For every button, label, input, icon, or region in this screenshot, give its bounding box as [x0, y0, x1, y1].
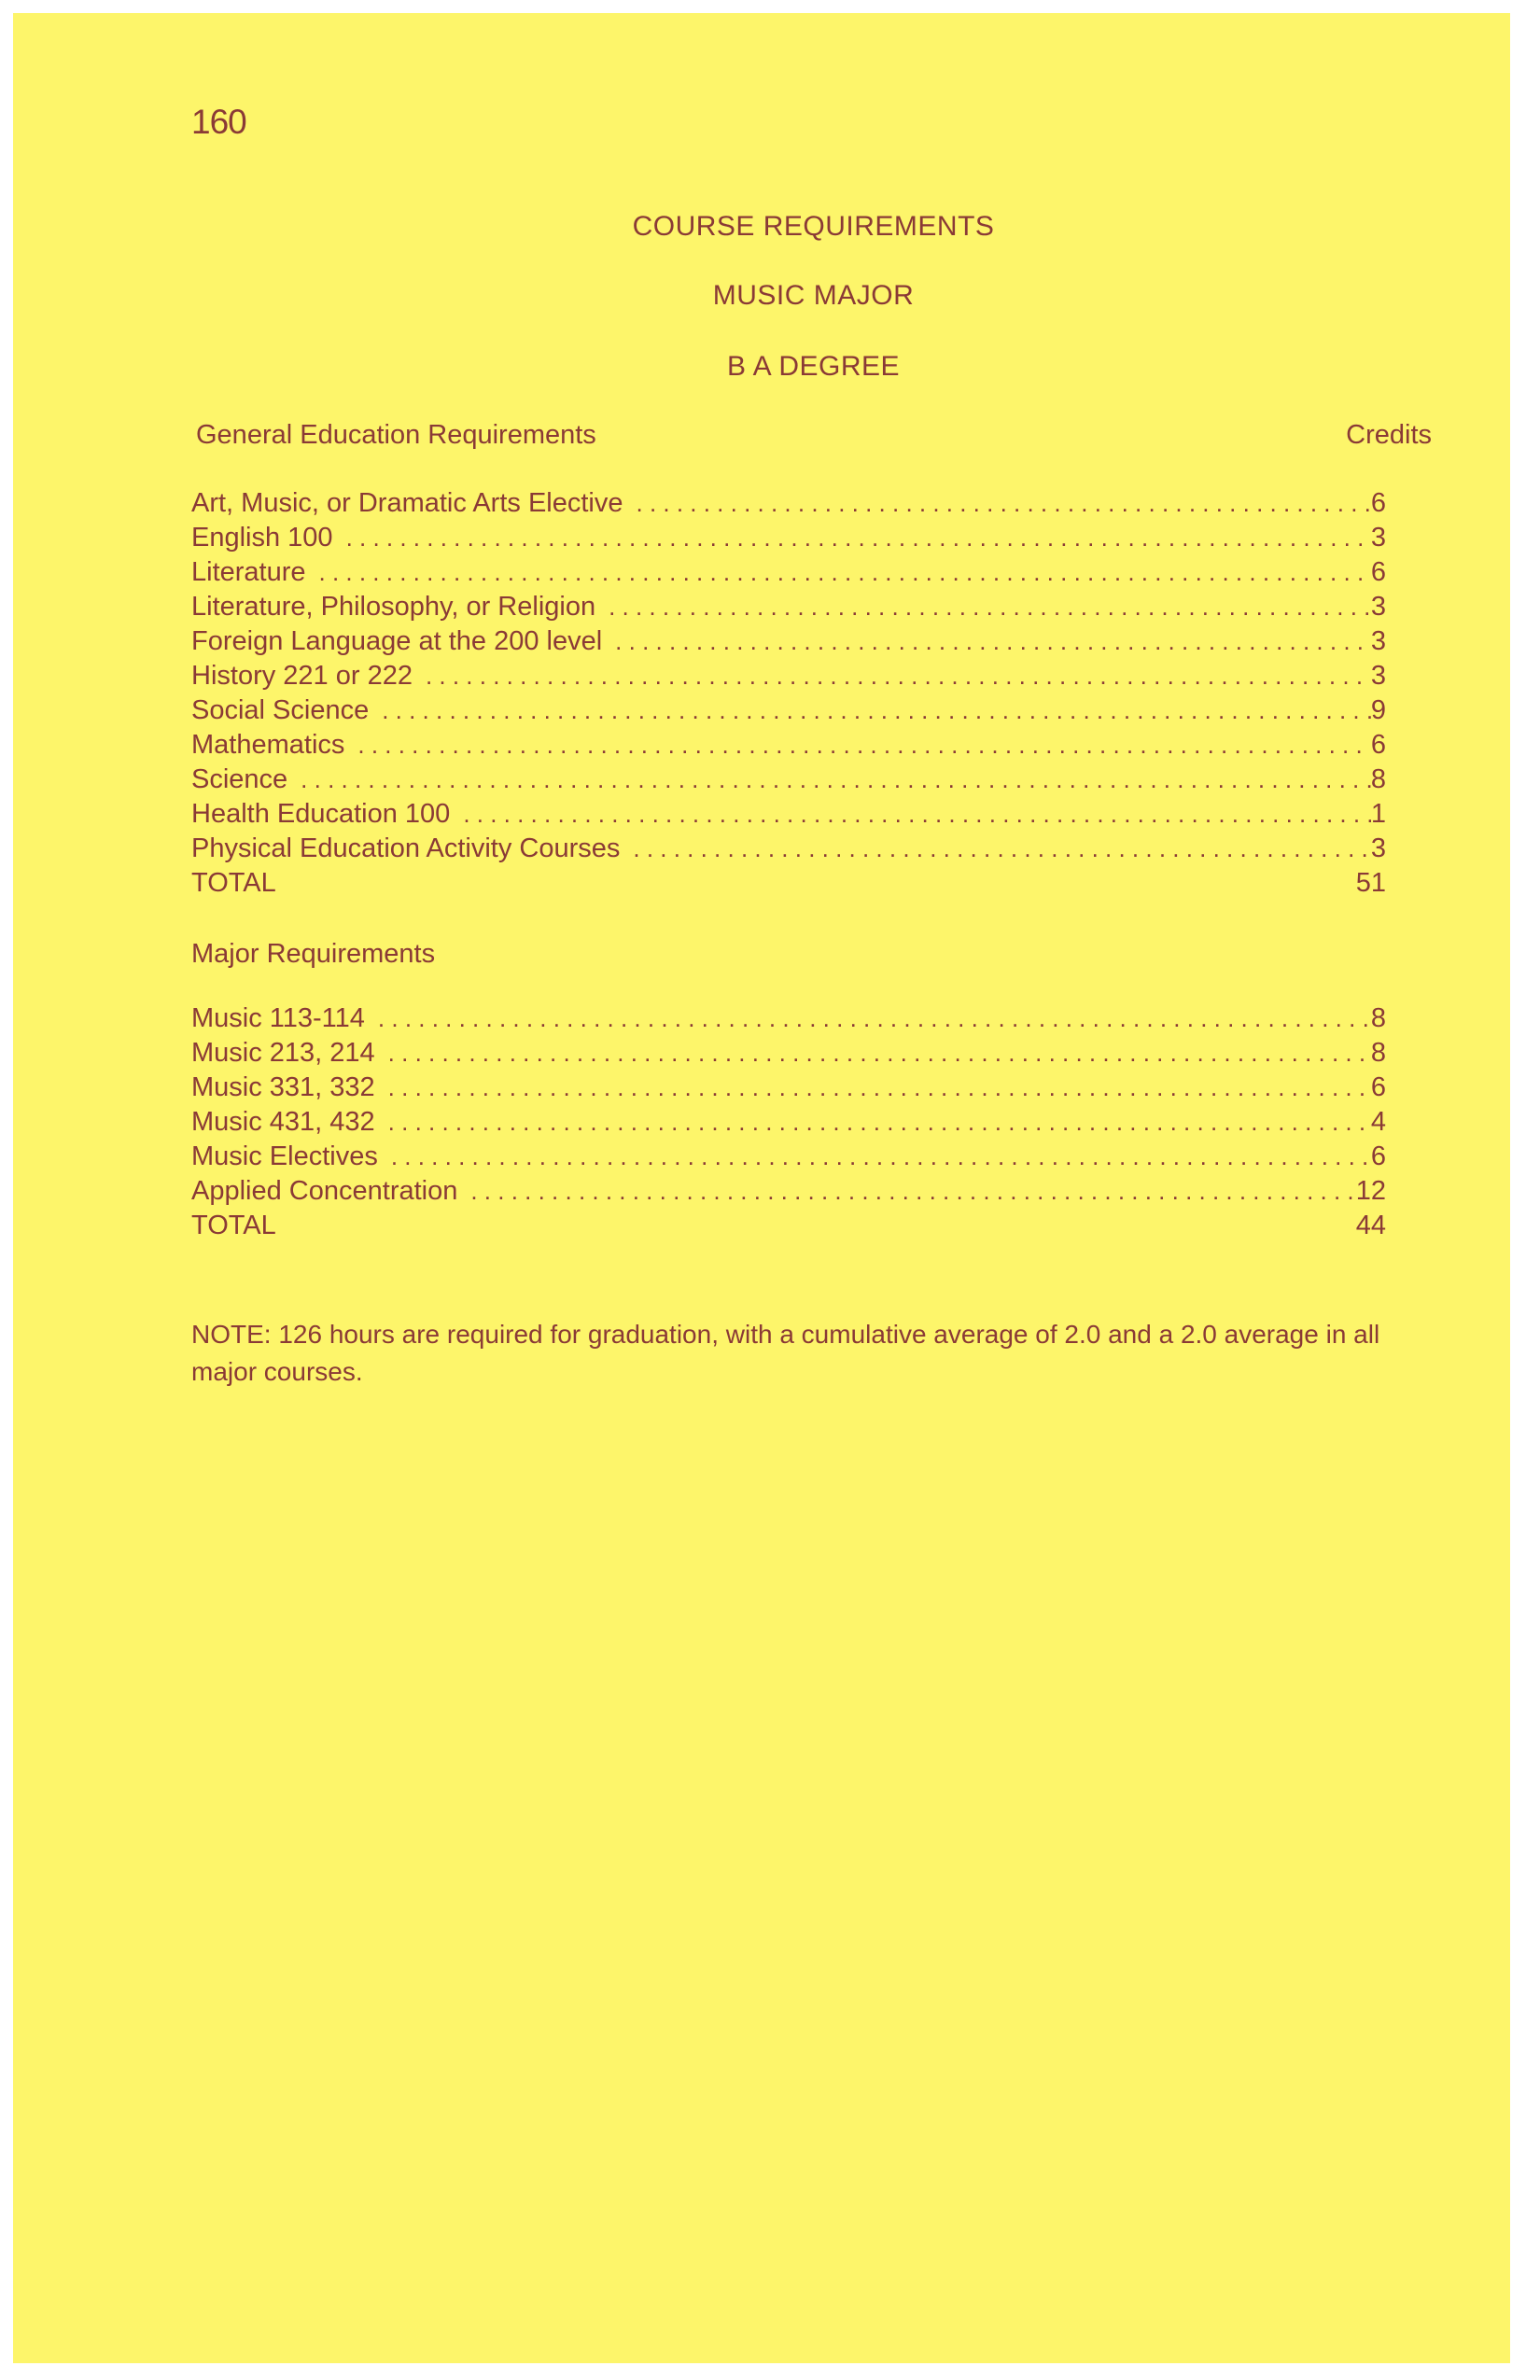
catalog-page	[13, 13, 1510, 2363]
requirement-label: Physical Education Activity Courses	[191, 833, 621, 863]
requirement-row	[191, 730, 1386, 764]
requirement-label: English 100	[191, 523, 333, 553]
total-label: TOTAL	[191, 1211, 276, 1240]
dot-leader	[382, 696, 1371, 725]
credits-heading: Credits	[1346, 420, 1432, 450]
requirement-row	[191, 833, 1386, 868]
dot-leader	[388, 1073, 1371, 1102]
general-total-row	[191, 868, 1386, 903]
requirement-row	[191, 626, 1386, 661]
requirement-label: Foreign Language at the 200 level	[191, 626, 603, 656]
major-total-row	[191, 1211, 1386, 1245]
major-title: MUSIC MAJOR	[712, 280, 915, 311]
dot-leader	[426, 662, 1371, 691]
dot-leader	[301, 765, 1371, 794]
requirement-label: Literature	[191, 557, 306, 587]
dot-leader	[319, 558, 1371, 587]
major-requirements-heading: Major Requirements	[191, 939, 436, 969]
requirement-label: Music 213, 214	[191, 1038, 375, 1068]
requirement-credits: 3	[1370, 833, 1386, 863]
requirement-label: Literature, Philosophy, or Religion	[191, 592, 596, 622]
requirement-label: History 221 or 222	[191, 661, 413, 691]
requirement-label: Music 113-114	[191, 1003, 365, 1033]
dot-leader	[633, 834, 1370, 863]
requirement-row	[191, 695, 1386, 730]
requirement-row	[191, 592, 1386, 626]
requirement-credits: 3	[1370, 661, 1386, 691]
requirement-row	[191, 1141, 1386, 1176]
requirement-credits: 6	[1370, 730, 1386, 760]
dot-leader	[463, 800, 1371, 829]
page-title: COURSE REQUIREMENTS	[632, 211, 995, 242]
requirement-row	[191, 661, 1386, 695]
requirement-credits: 8	[1370, 764, 1386, 794]
requirement-credits: 4	[1370, 1107, 1386, 1137]
dot-leader	[357, 731, 1370, 760]
dot-leader	[609, 593, 1371, 622]
requirement-label: Art, Music, or Dramatic Arts Elective	[191, 488, 623, 518]
requirement-credits: 3	[1370, 626, 1386, 656]
degree-title: B A DEGREE	[726, 351, 901, 382]
requirement-label: Music 431, 432	[191, 1107, 375, 1137]
requirement-credits: 3	[1370, 592, 1386, 622]
graduation-note: NOTE: 126 hours are required for graduation, with a cumulative average of 2.0 and a 2.0 average in all major courses.	[191, 1320, 1380, 1386]
requirement-row	[191, 1038, 1386, 1072]
page-number: 160	[191, 103, 246, 141]
requirement-row	[191, 1003, 1386, 1038]
requirement-label: Social Science	[191, 695, 370, 725]
requirement-row	[191, 1107, 1386, 1141]
requirement-credits: 12	[1355, 1176, 1386, 1206]
requirement-row	[191, 557, 1386, 592]
dot-leader	[637, 489, 1371, 518]
requirement-credits: 6	[1370, 488, 1386, 518]
requirement-credits: 6	[1370, 1141, 1386, 1171]
general-education-heading: General Education Requirements	[196, 420, 596, 450]
requirement-row	[191, 523, 1386, 557]
requirement-row	[191, 1072, 1386, 1107]
total-value: 51	[1355, 868, 1386, 898]
total-label: TOTAL	[191, 868, 276, 898]
requirement-row	[191, 488, 1386, 523]
requirement-row	[191, 1176, 1386, 1211]
dot-leader	[391, 1142, 1371, 1171]
dot-leader	[470, 1177, 1355, 1206]
requirement-label: Science	[191, 764, 288, 794]
requirement-credits: 9	[1370, 695, 1386, 725]
requirement-label: Applied Concentration	[191, 1176, 458, 1206]
dot-leader	[378, 1004, 1371, 1033]
requirement-label: Health Education 100	[191, 799, 451, 829]
dot-leader	[346, 524, 1371, 553]
requirement-label: Music 331, 332	[191, 1072, 375, 1102]
requirement-credits: 8	[1370, 1038, 1386, 1068]
requirement-credits: 8	[1370, 1003, 1386, 1033]
dot-leader	[615, 627, 1371, 656]
requirement-credits: 6	[1370, 557, 1386, 587]
requirement-credits: 1	[1370, 799, 1386, 829]
dot-leader	[388, 1108, 1371, 1137]
requirement-row	[191, 799, 1386, 833]
dot-leader	[388, 1039, 1371, 1068]
requirement-credits: 3	[1370, 523, 1386, 553]
requirement-label: Mathematics	[191, 730, 345, 760]
total-value: 44	[1355, 1211, 1386, 1240]
major-requirements-list	[191, 1003, 1386, 1245]
general-education-list	[191, 488, 1386, 903]
requirement-label: Music Electives	[191, 1141, 378, 1171]
requirement-credits: 6	[1370, 1072, 1386, 1102]
requirement-row	[191, 764, 1386, 799]
